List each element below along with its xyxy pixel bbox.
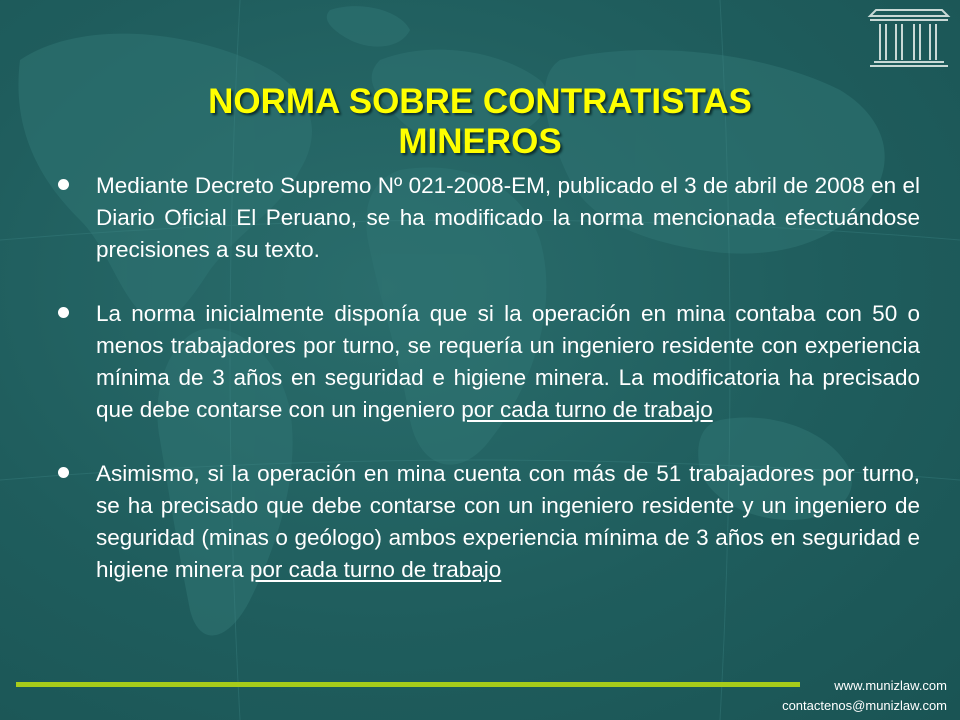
bullet-dot-icon	[58, 467, 69, 478]
footer-email-link[interactable]: contactenos@munizlaw.com	[782, 698, 947, 713]
footer-website-link[interactable]: www.munizlaw.com	[834, 678, 947, 693]
bullet-item	[58, 170, 920, 266]
bullet-item	[58, 298, 920, 426]
underlined-text: por cada turno de trabajo	[249, 557, 502, 582]
bullet-dot-icon	[58, 307, 69, 318]
slide-title	[100, 82, 860, 162]
title-line-1: NORMA SOBRE CONTRATISTAS	[208, 82, 752, 121]
bullet-text: La norma inicialmente disponía que si la operación en mina contaba con 50 o menos trabajadores por turno, se requería un ingeniero residente con experiencia mínima de 3 años en seguridad e higiene minera. La modificatoria ha precisado que debe contarse con un ingeniero	[96, 301, 920, 422]
bullet-text: Mediante Decreto Supremo Nº 021-2008-EM, publicado el 3 de abril de 2008 en el Diario Oficial El Peruano, se ha modificado la norma mencionada efectuándose precisiones a su texto.	[96, 173, 920, 262]
bullet-text: Asimismo, si la operación en mina cuenta con más de 51 trabajadores por turno, se ha precisado que debe contarse con un ingeniero residente y un ingeniero de seguridad (minas o geólogo) ambos experiencia mínima de 3 años en seguridad e higiene minera	[96, 461, 920, 582]
bullet-list	[58, 170, 920, 586]
bullet-item	[58, 458, 920, 586]
title-line-2: MINEROS	[398, 122, 562, 161]
columns-building-logo	[866, 6, 952, 70]
underlined-text: por cada turno de trabajo	[461, 397, 713, 422]
footer-divider	[16, 682, 800, 687]
bullet-dot-icon	[58, 179, 69, 190]
footer	[782, 676, 947, 716]
